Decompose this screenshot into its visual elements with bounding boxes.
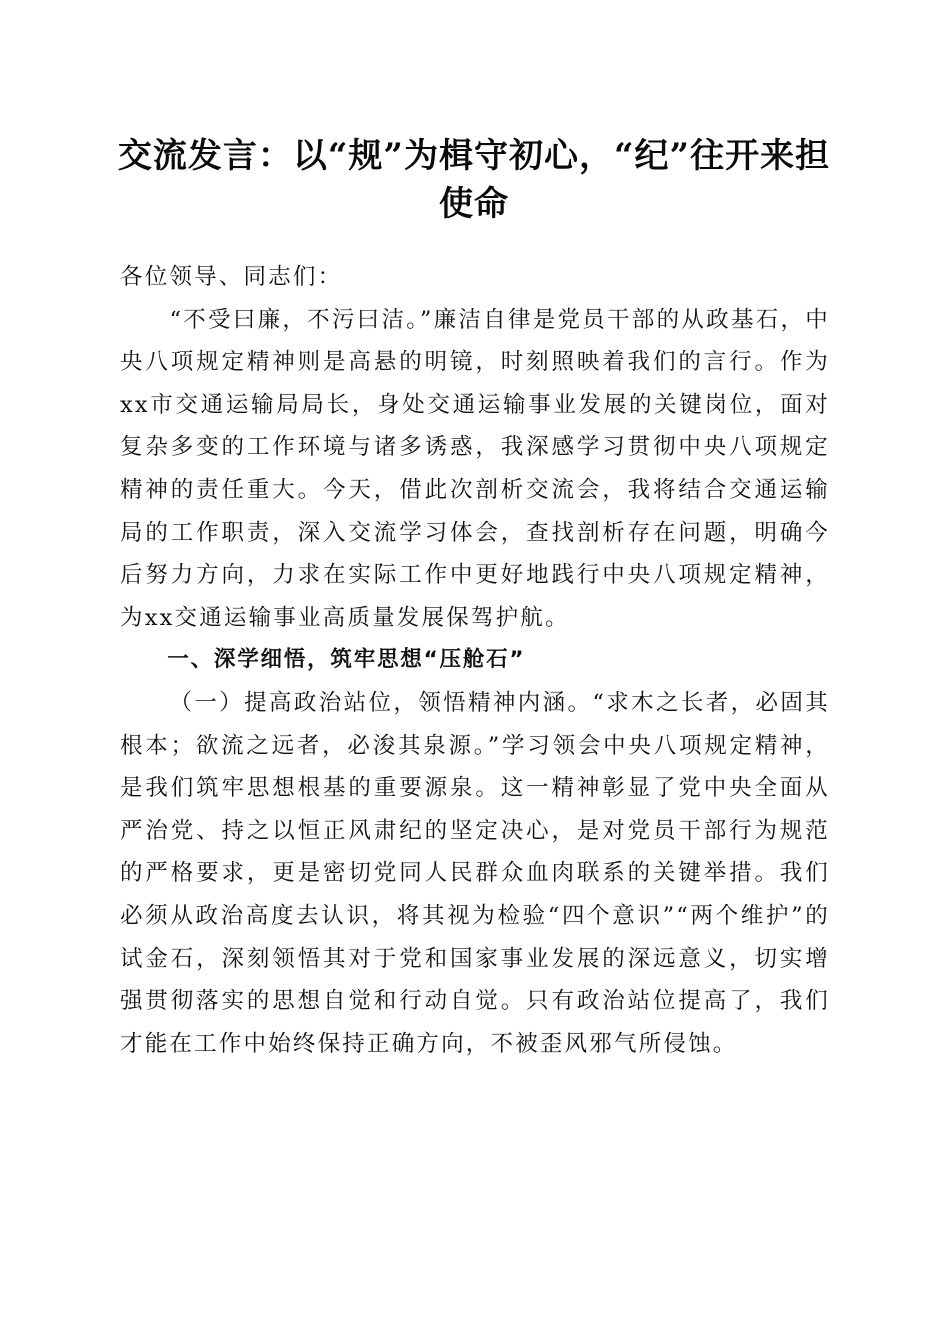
section-paragraph: （一）提高政治站位，领悟精神内涵。“求木之长者，必固其根本；欲流之远者，必浚其泉源。”学习领会中央八项规定精神，是我们筑牢思想根基的重要源泉。这一精神彰显了党中央全面从严治党、持之以恒正风肃纪的坚定决心，是对党员干部行为规范的严格要求，更是密切党同人民群众血肉联系的关键举措。我们必须从政治高度去认识，将其视为检验“四个意识”“两个维护”的试金石，深刻领悟其对于党和国家事业发展的深远意义，切实增强贯彻落实的思想自觉和行动自觉。只有政治站位提高了，我们才能在工作中始终保持正确方向，不被歪风邪气所侵蚀。	[120, 689, 830, 1057]
document-body	[120, 256, 830, 1065]
intro-paragraph: “不受曰廉，不污曰洁。”廉洁自律是党员干部的从政基石，中央八项规定精神则是高悬的明镜，时刻照映着我们的言行。作为xx市交通运输局局长，身处交通运输事业发展的关键岗位，面对复杂多变的工作环境与诸多诱惑，我深感学习贯彻中央八项规定精神的责任重大。今天，借此次剖析交流会，我将结合交通运输局的工作职责，深入交流学习体会，查找剖析存在问题，明确今后努力方向，力求在实际工作中更好地践行中央八项规定精神，为xx交通运输事业高质量发展保驾护航。	[120, 306, 830, 631]
salutation: 各位领导、同志们：	[120, 264, 343, 290]
section-heading: 一、深学细悟，筑牢思想“压舱石”	[167, 647, 526, 673]
document-title: 交流发言：以“规”为楫守初心，“纪”往开来担使命	[117, 136, 831, 224]
